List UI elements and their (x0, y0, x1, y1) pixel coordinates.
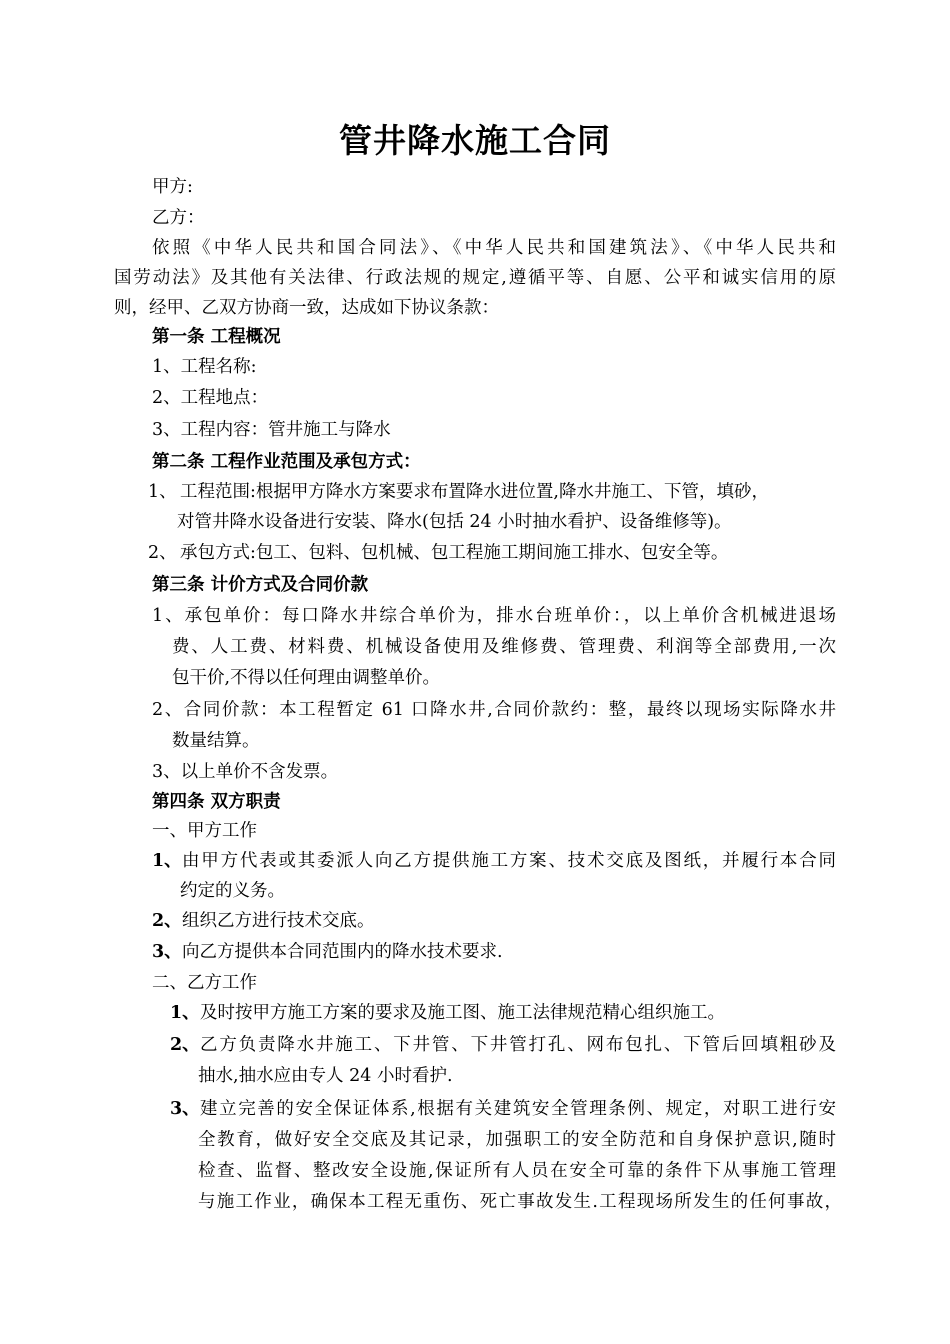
article-3-heading: 第三条 计价方式及合同价款 (152, 575, 369, 595)
article-3-item-line: 包干价,不得以任何理由调整单价。 (172, 668, 441, 688)
document-title: 管井降水施工合同 (339, 121, 611, 160)
party-b: 乙方： (152, 208, 205, 228)
intro-line: 则，经甲、乙双方协商一致，达成如下协议条款： (114, 298, 499, 318)
article-3-item-line: 费、人工费、材料费、机械设备使用及维修费、管理费、利润等全部费用,一次 (172, 637, 836, 657)
party-a-duty-line: 由甲方代表或其委派人向乙方提供施工方案、技术交底及图纸，并履行本合同 (182, 851, 836, 871)
party-a-duty-line: 组织乙方进行技术交底。 (182, 911, 375, 931)
intro-line: 国劳动法》及其他有关法律、行政法规的规定,遵循平等、自愿、公平和诚实信用的原 (114, 268, 836, 288)
party-a-duty-line: 向乙方提供本合同范围内的降水技术要求. (182, 942, 503, 962)
party-a-duty-number: 1、 (152, 851, 182, 871)
party-b-duty-line: 与施工作业，确保本工程无重伤、死亡事故发生.工程现场所发生的任何事故， (198, 1192, 842, 1212)
article-2-item-number: 1、 (148, 482, 177, 502)
article-3-item-line: 3、以上单价不含发票。 (152, 762, 339, 782)
article-1-heading: 第一条 工程概况 (152, 327, 281, 347)
party-b-duty-line: 建立完善的安全保证体系,根据有关建筑安全管理条例、规定，对职工进行安 (200, 1099, 836, 1119)
party-a-duty-number: 3、 (152, 942, 182, 962)
article-4-heading: 第四条 双方职责 (152, 792, 281, 812)
party-b-duties-heading: 二、乙方工作 (152, 973, 257, 993)
party-b-duty-number: 2、 (170, 1035, 200, 1055)
intro-line: 依照《中华人民共和国合同法》、《中华人民共和国建筑法》、《中华人民共和 (152, 238, 836, 258)
article-2-heading: 第二条 工程作业范围及承包方式： (152, 452, 421, 472)
party-b-duty-line: 检查、监督、整改安全设施,保证所有人员在安全可靠的条件下从事施工管理 (198, 1161, 836, 1181)
article-2-item-line: 工程范围:根据甲方降水方案要求布置降水进位置,降水井施工、下管，填砂， (180, 482, 769, 502)
article-3-item-line: 2、合同价款：本工程暂定 61 口降水井,合同价款约：整，最终以现场实际降水井 (152, 700, 836, 720)
party-b-duty-line: 及时按甲方施工方案的要求及施工图、施工法律规范精心组织施工。 (200, 1003, 725, 1023)
article-2-item-line: 承包方式:包工、包料、包机械、包工程施工期间施工排水、包安全等。 (180, 543, 729, 563)
article-1-item: 1、工程名称: (152, 357, 257, 377)
party-a-duties-heading: 一、甲方工作 (152, 821, 257, 841)
party-b-duty-line: 乙方负责降水井施工、下井管、下井管打孔、网布包扎、下管后回填粗砂及 (200, 1035, 836, 1055)
party-b-duty-line: 抽水,抽水应由专人 24 小时看护. (198, 1066, 453, 1086)
party-a: 甲方: (152, 177, 193, 197)
party-b-duty-line: 全教育，做好安全交底及其记录，加强职工的安全防范和自身保护意识,随时 (198, 1130, 836, 1150)
party-a-duty-line: 约定的义务。 (180, 881, 285, 901)
article-3-item-line: 数量结算。 (172, 731, 260, 751)
article-2-item-line: 对管井降水设备进行安装、降水(包括 24 小时抽水看护、设备维修等)。 (177, 512, 732, 532)
party-b-duty-number: 1、 (170, 1003, 200, 1023)
article-1-item: 3、工程内容：管井施工与降水 (152, 420, 391, 440)
party-b-duty-number: 3、 (170, 1099, 200, 1119)
party-a-duty-number: 2、 (152, 911, 182, 931)
article-2-item-number: 2、 (148, 543, 177, 563)
article-1-item: 2、工程地点： (152, 388, 269, 408)
article-3-item-line: 1、承包单价：每口降水井综合单价为，排水台班单价：，以上单价含机械进退场 (152, 606, 836, 626)
